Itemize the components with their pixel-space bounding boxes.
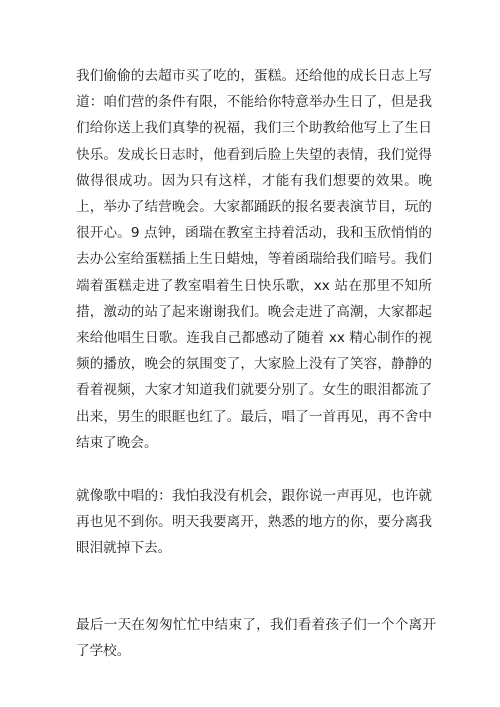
paragraph-song-lyrics: 就像歌中唱的：我怕我没有机会，跟你说一声再见，也许就再也见不到你。明天我要离开，熟悉的地方的你，要分离我眼泪就掉下去。 [76, 488, 432, 557]
paragraph-last-day: 最后一天在匆匆忙忙中结束了，我们看着孩子们一个个离开了学校。 [76, 617, 436, 660]
paragraph-birthday-party: 我们偷偷的去超市买了吃的，蛋糕。还给他的成长日志上写道：咱们营的条件有限，不能给你特意举办生日了，但是我们给你送上我们真挚的祝福，我们三个助教给他写上了生日快乐。发成长日志时，他看到后脸上失望的表情，我们觉得做得很成功。因为只有这样，才能有我们想要的效果。晚上，举办了结营晚会。大家都踊跃的报名要表演节目，玩的很开心。9 点钟，函瑞在教室主持着活动，我和玉欣悄悄的去办公室给蛋糕插上生日蜡烛，等着函瑞给我们暗号。我们端着蛋糕走进了教室唱着生日快乐歌，xx 站在那里不知所措，激动的站了起来谢谢我们。晚会走进了高潮，大家都起来给他唱生日歌。连我自己都感动了随着 xx 精心制作的视频的播放，晚会的氛围变了，大家脸上没有了笑容，静静的看着视频，大家才知道我们就要分别了。女生的眼泪都流了出来，男生的眼眶也红了。最后，唱了一首再见，再不舍中结束了晚会。 [76, 68, 432, 451]
